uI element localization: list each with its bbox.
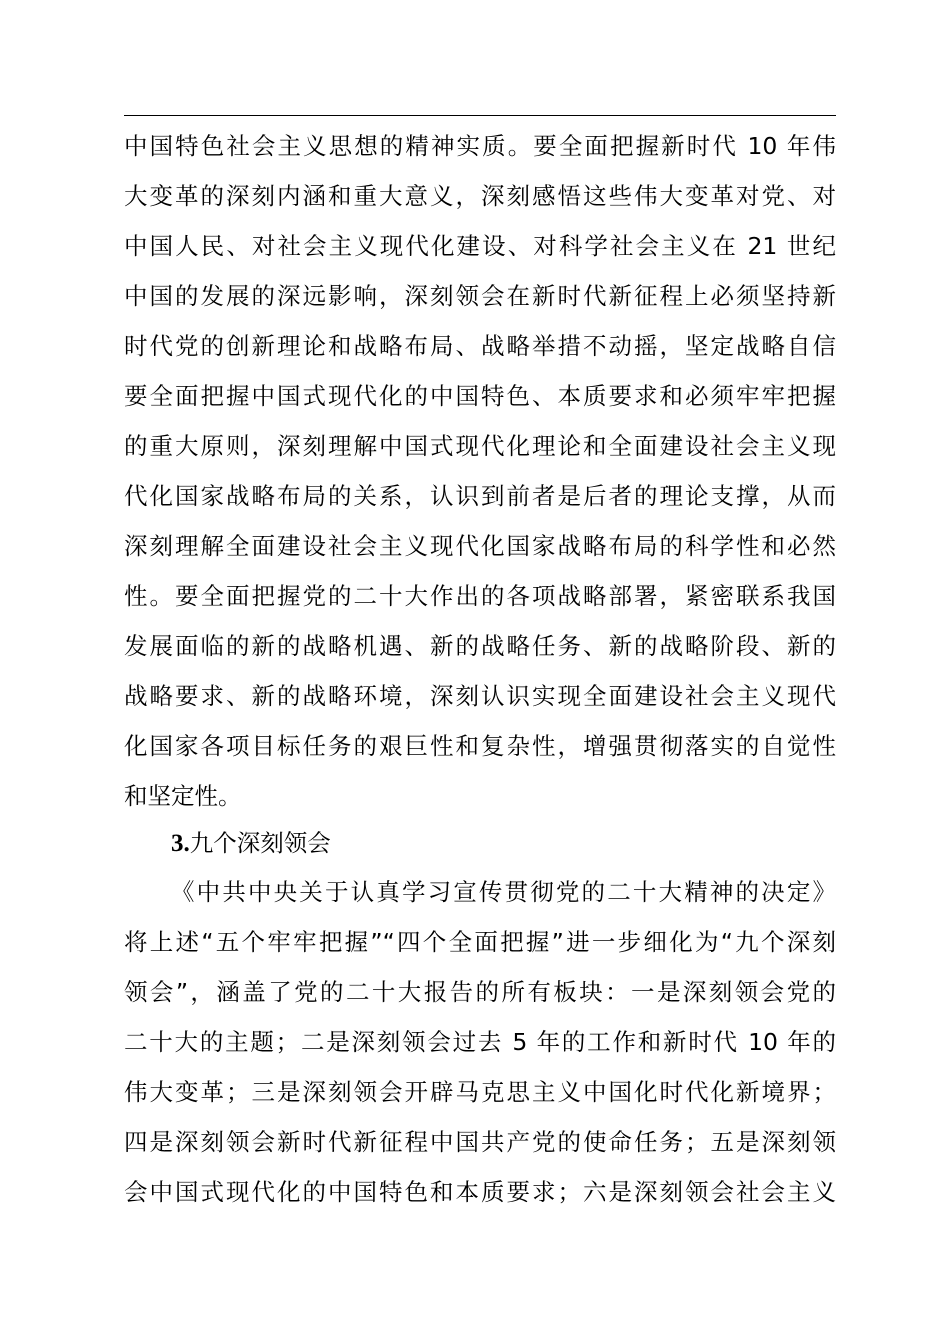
text-line: 要全面把握中国式现代化的中国特色、本质要求和必须牢牢把握 xyxy=(124,382,836,410)
text-line: 四是深刻领会新时代新征程中国共产党的使命任务；五是深刻领 xyxy=(124,1128,836,1156)
text-line: 将上述“五个牢牢把握”“四个全面把握”进一步细化为“九个深刻 xyxy=(124,928,836,956)
text-line: 时代党的创新理论和战略布局、战略举措不动摇，坚定战略自信 xyxy=(124,332,836,360)
text-line: 伟大变革；三是深刻领会开辟马克思主义中国化时代化新境界； xyxy=(124,1078,836,1106)
text-line: 领会”，涵盖了党的二十大报告的所有板块：一是深刻领会党的 xyxy=(124,978,836,1006)
text-line: 中国特色社会主义思想的精神实质。要全面把握新时代 10 年伟 xyxy=(124,132,836,160)
text-line: 中国人民、对社会主义现代化建设、对科学社会主义在 21 世纪 xyxy=(124,232,836,260)
text-line: 和坚定性。 xyxy=(124,782,242,810)
text-line: 代化国家战略布局的关系，认识到前者是后者的理论支撑，从而 xyxy=(124,482,836,510)
text-line: 会中国式现代化的中国特色和本质要求；六是深刻领会社会主义 xyxy=(124,1178,836,1206)
text-line: 性。要全面把握党的二十大作出的各项战略部署，紧密联系我国 xyxy=(124,582,836,610)
section-heading xyxy=(171,818,836,868)
text-line: 战略要求、新的战略环境，深刻认识实现全面建设社会主义现代 xyxy=(124,682,836,710)
text-line: 二十大的主题；二是深刻领会过去 5 年的工作和新时代 10 年的 xyxy=(124,1028,836,1056)
text-line: 化国家各项目标任务的艰巨性和复杂性，增强贯彻落实的自觉性 xyxy=(124,732,836,760)
section-title: 九个深刻领会 xyxy=(189,829,331,857)
text-line: 的重大原则，深刻理解中国式现代化理论和全面建设社会主义现 xyxy=(124,432,836,460)
text-line: 大变革的深刻内涵和重大意义，深刻感悟这些伟大变革对党、对 xyxy=(124,182,836,210)
header-rule xyxy=(124,115,836,116)
text-line: 《中共中央关于认真学习宣传贯彻党的二十大精神的决定》 xyxy=(171,878,836,906)
text-line: 深刻理解全面建设社会主义现代化国家战略布局的科学性和必然 xyxy=(124,532,836,560)
text-line: 发展面临的新的战略机遇、新的战略任务、新的战略阶段、新的 xyxy=(124,632,836,660)
text-line: 中国的发展的深远影响，深刻领会在新时代新征程上必须坚持新 xyxy=(124,282,836,310)
section-number: 3. xyxy=(171,830,190,857)
